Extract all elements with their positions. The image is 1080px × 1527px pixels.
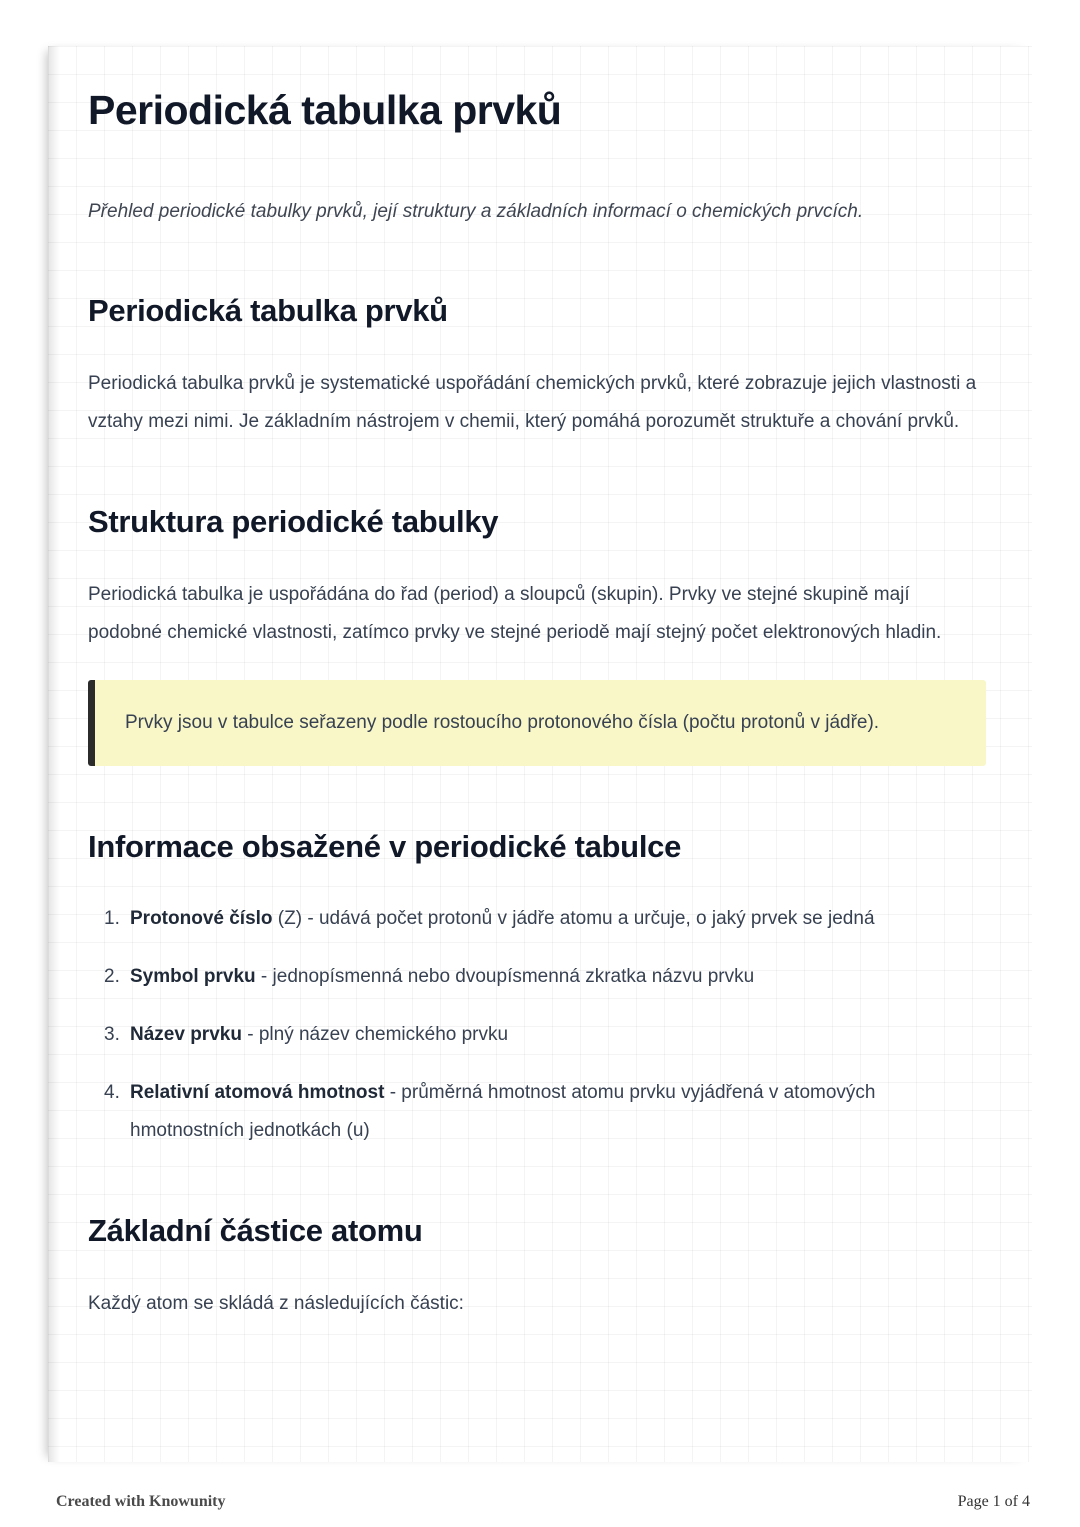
section-paragraph-particles: Každý atom se skládá z následujících částic: xyxy=(88,1293,464,1315)
list-item-text xyxy=(130,958,986,996)
callout-box xyxy=(88,680,986,766)
footer-page-number: Page 1 of 4 xyxy=(957,1493,1030,1510)
intro-text: Přehled periodické tabulky prvků, její struktury a základních informací o chemických prvcích. xyxy=(88,201,864,223)
section-paragraph-structure: Periodická tabulka je uspořádána do řad (period) a sloupců (skupin). Prvky ve stejné skupině mají podobné chemické vlastnosti, zatímco prvky ve stejné periodě mají stejný počet elektronových hladin. xyxy=(88,583,942,643)
list-item-definition: - průměrná hmotnost atomu prvku vyjádřená v atomových hmotnostních jednotkách (u) xyxy=(130,1082,876,1142)
list-item-definition: - plný název chemického prvku xyxy=(241,1024,509,1046)
list-item-number: 1. xyxy=(104,908,120,930)
section-heading-particles: Základní částice atomu xyxy=(88,1213,423,1249)
section-heading-information: Informace obsažené v periodické tabulce xyxy=(88,828,682,864)
info-list xyxy=(104,900,986,1150)
list-item xyxy=(104,900,986,938)
list-item-text xyxy=(130,900,986,938)
list-item-term: Název prvku xyxy=(130,1024,242,1046)
list-item-text xyxy=(130,1074,986,1150)
list-item-definition: (Z) - udává počet protonů v jádře atomu a určuje, o jaký prvek se jedná xyxy=(272,908,875,930)
section-heading-periodic-table: Periodická tabulka prvků xyxy=(88,293,448,329)
list-item-term: Symbol prvku xyxy=(130,966,256,988)
page-footer xyxy=(0,1493,1080,1511)
document-sheet xyxy=(48,46,1032,1462)
list-item-number: 3. xyxy=(104,1024,120,1046)
footer-brand-text: Created with Knowunity xyxy=(56,1493,226,1510)
list-item-definition: - jednopísmenná nebo dvoupísmenná zkratka názvu prvku xyxy=(255,966,755,988)
section-paragraph-periodic-table: Periodická tabulka prvků je systematické uspořádání chemických prvků, které zobrazuje jejich vlastnosti a vztahy mezi nimi. Je základním nástrojem v chemii, který pomáhá porozumět struktuře a chování prvků. xyxy=(88,372,977,432)
list-item-number: 2. xyxy=(104,966,120,988)
section-heading-structure: Struktura periodické tabulky xyxy=(88,503,499,539)
list-item-number: 4. xyxy=(104,1082,120,1104)
list-item xyxy=(104,958,986,996)
list-item xyxy=(104,1074,986,1150)
list-item-term: Relativní atomová hmotnost xyxy=(130,1082,385,1104)
callout-text: Prvky jsou v tabulce seřazeny podle rostoucího protonového čísla (počtu protonů v jádře). xyxy=(125,711,880,733)
list-item-text xyxy=(130,1016,986,1054)
list-item xyxy=(104,1016,986,1054)
list-item-term: Protonové číslo xyxy=(130,908,273,930)
document-title: Periodická tabulka prvků xyxy=(88,87,562,133)
